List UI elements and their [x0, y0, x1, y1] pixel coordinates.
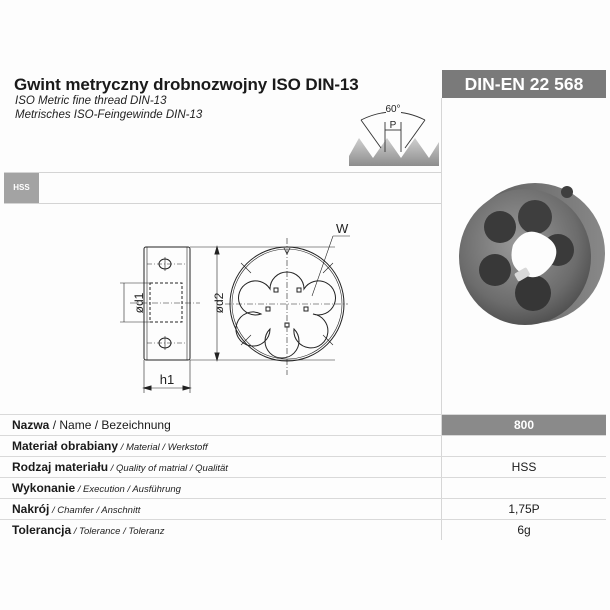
d1-label: ød1 — [132, 292, 146, 314]
spec-row-chamfer — [0, 499, 606, 520]
spec-label: Nakrój / Chamfer / Anschnitt — [0, 499, 442, 520]
subtitle-english: ISO Metric fine thread DIN-13 — [15, 95, 167, 107]
spec-value-chamfer: 1,75P — [442, 499, 607, 520]
spec-label: Wykonanie / Execution / Ausführung — [0, 478, 442, 499]
spec-value-workpiece-material — [442, 436, 607, 457]
d2-label: ød2 — [212, 292, 226, 314]
material-tag: HSS — [4, 173, 39, 203]
spec-row-tolerance — [0, 520, 606, 541]
w-label: W — [336, 221, 349, 236]
angle-label: 60° — [385, 104, 401, 115]
spec-value-quality: HSS — [442, 457, 607, 478]
spec-row-name — [0, 415, 606, 436]
technical-drawing — [120, 210, 360, 405]
spec-row-execution — [0, 478, 606, 499]
spec-row-workpiece-material — [0, 436, 606, 457]
subtitle-german: Metrisches ISO-Feingewinde DIN-13 — [15, 109, 203, 121]
spec-label: Rodzaj materiału / Quality of matrial / Qualität — [0, 457, 442, 478]
spec-table — [0, 414, 606, 540]
spec-label: Tolerancja / Tolerance / Toleranz — [12, 523, 165, 537]
page-title: Gwint metryczny drobnozwojny ISO DIN-13 — [14, 75, 359, 94]
spec-value-name: 800 — [442, 415, 607, 436]
thread-profile-diagram — [345, 100, 440, 171]
pitch-label: P — [389, 120, 397, 131]
spec-label: Materiał obrabiany / Material / Werkstoff — [0, 436, 442, 457]
standard-badge: DIN-EN 22 568 — [442, 70, 606, 98]
product-image-die — [455, 175, 605, 340]
spec-label: Nazwa / Name / Bezeichnung — [0, 415, 442, 436]
material-row — [4, 172, 441, 204]
h1-label: h1 — [159, 372, 175, 387]
spec-value-tolerance: 6g — [442, 520, 607, 541]
spec-row-quality — [0, 457, 606, 478]
spec-value-execution — [442, 478, 607, 499]
